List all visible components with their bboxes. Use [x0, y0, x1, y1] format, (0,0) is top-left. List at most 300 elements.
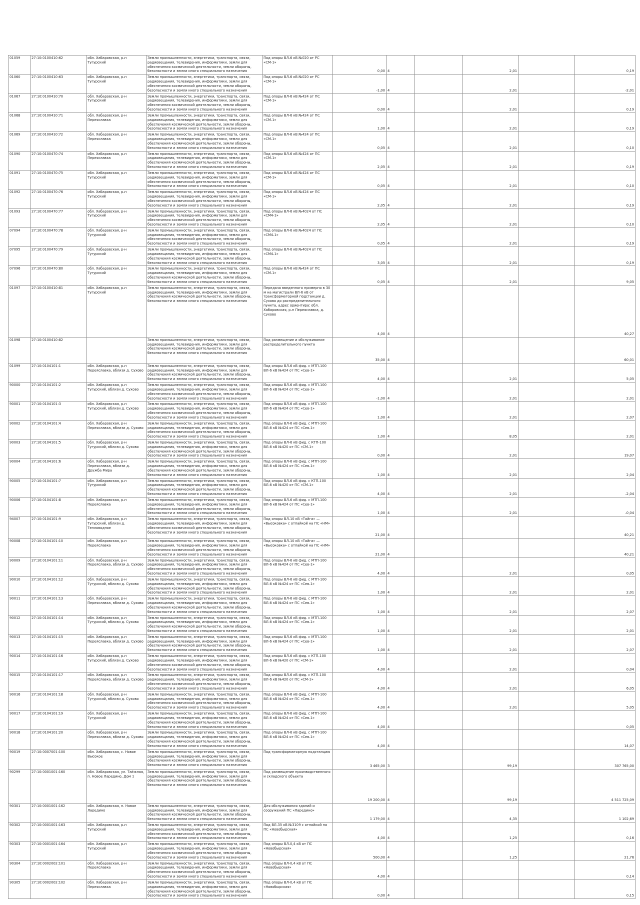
table-row: [8, 730, 635, 749]
cell-address: обл. Хабаровская, р-н Переяславка: [86, 861, 146, 880]
cell-permitted-use: Под трансформаторную подстанцию: [262, 749, 332, 769]
cell-code: 4: [386, 769, 414, 803]
cell-id: 90303: [8, 841, 30, 860]
cell-code: 4: [386, 151, 414, 170]
cell-cadastral-number: 27:10:0100410:62: [30, 55, 86, 74]
cell-value-b: 4 511 725,09: [574, 769, 635, 803]
cell-value-a: 2,01: [462, 113, 518, 132]
cell-cadastral-number: 27:10:0104101:10: [30, 538, 86, 557]
cell-land-category: Земли промышленности, энергетики, транспорта, связи, радиовещания, телевидения, информатики, земли для обеспечения космической деятельности, земли обороны, безопасности и земли иного специального назначения: [146, 803, 262, 822]
cell-address: обл. Хабаровская, р-н Тугурский, вблизи д. Сухово: [86, 615, 146, 634]
cell-code: 4: [386, 880, 414, 899]
cell-land-category: Земли промышленности, энергетики, транспорта, связи, радиовещания, телевидения, информатики, земли для обеспечения космической деятельности, земли обороны, безопасности и земли иного специального назначения: [146, 711, 262, 730]
cell-land-category: Земли промышленности, энергетики, транспорта, связи, радиовещания, телевидения, информатики, земли для обеспечения космической деятельности, земли обороны, безопасности и земли иного специального назначения: [146, 151, 262, 170]
table-row: [8, 459, 635, 478]
cell-land-category: Земли промышленности, энергетики, транспорта, связи, радиовещания, телевидения, информатики, земли для обеспечения космической деятельности, земли обороны, безопасности и земли иного специального назначения: [146, 596, 262, 615]
cell-cadastral-number: 27:10:0104101:6: [30, 459, 86, 478]
cell-cadastral-number: 27:10:0104101:5: [30, 440, 86, 459]
cell-land-category: Земли промышленности, энергетики, транспорта, связи, радиовещания, телевидения, информатики, земли для обеспечения космической деятельности, земли обороны, безопасности и земли иного специального назначения: [146, 55, 262, 74]
cell-value-a: 2,01: [462, 672, 518, 691]
cell-address: обл. Хабаровская, р-н Тугурский: [86, 711, 146, 730]
cell-empty-1: [414, 189, 462, 208]
cell-area: 1 179,00: [332, 803, 386, 822]
cell-address: обл. Хабаровская, р-н Тугурский: [86, 247, 146, 266]
cell-empty-2: [518, 151, 574, 170]
cell-land-category: Земли промышленности, энергетики, транспорта, связи, радиовещания, телевидения, информатики, земли для обеспечения космической деятельности, земли обороны, безопасности и земли иного специального назначения: [146, 653, 262, 672]
cell-permitted-use: Под опоры ВЛ-6 кВ фид. с МТП-100 ВЛ-6 кВ №424 от ПС «Сев-1»: [262, 577, 332, 596]
cell-value-b: 19,07: [574, 440, 635, 459]
cell-land-category: Земли промышленности, энергетики, транспорта, связи, радиовещания, телевидения, информатики, земли для обеспечения космической деятельности, земли обороны, безопасности и земли иного специального назначения: [146, 337, 262, 363]
cell-id: 01069: [8, 132, 30, 151]
cell-value-a: 2,01: [462, 189, 518, 208]
cell-cadastral-number: 27:10:0104101:18: [30, 692, 86, 711]
cell-empty-1: [414, 151, 462, 170]
cell-code: 4: [386, 538, 414, 557]
cell-area: 21,00: [332, 538, 386, 557]
cell-empty-2: [518, 382, 574, 401]
cell-cadastral-number: 27:10:0104101:16: [30, 653, 86, 672]
cell-address: обл. Хабаровская, р-н Тугурский: [86, 478, 146, 497]
cell-land-category: Земли промышленности, энергетики, транспорта, связи, радиовещания, телевидения, информатики, земли для обеспечения космической деятельности, земли обороны, безопасности и земли иного специального назначения: [146, 132, 262, 151]
table-row: [8, 266, 635, 285]
cell-value-b: -2,01: [574, 74, 635, 93]
cell-permitted-use: Под опоры ВЛ-6 кВ №4024 от ПС «СМ4-1»: [262, 247, 332, 266]
cell-value-b: 0,14: [574, 861, 635, 880]
cell-area: -1,00: [332, 74, 386, 93]
cell-land-category: Земли промышленности, энергетики, транспорта, связи, радиовещания, телевидения, информатики, земли для обеспечения космической деятельности, земли обороны, безопасности и земли иного специального назначения: [146, 189, 262, 208]
cell-address: обл. Хабаровская, р-н Тугурский: [86, 285, 146, 337]
cell-id: 01097: [8, 285, 30, 337]
table-row: [8, 880, 635, 899]
cell-id: 90000: [8, 382, 30, 401]
cell-id: 07095: [8, 247, 30, 266]
cell-land-category: Земли промышленности, энергетики, транспорта, связи, радиовещания, телевидения, информатики, земли для обеспечения космической деятельности, земли обороны, безопасности и земли иного специального назначения: [146, 382, 262, 401]
cell-cadastral-number: 27:10:0001001:164: [30, 841, 86, 860]
cell-address: обл. Хабаровская, р-н Переяславка, вблизи д. Дружба Мира: [86, 459, 146, 478]
cell-value-b: 0,19: [574, 151, 635, 170]
table-row: [8, 151, 635, 170]
table-row: [8, 497, 635, 516]
cell-value-b: 60,01: [574, 337, 635, 363]
cell-value-a: 2,01: [462, 478, 518, 497]
cell-code: 4: [386, 113, 414, 132]
cell-value-a: 2,01: [462, 94, 518, 113]
cell-permitted-use: Под размещение производственного и складского объекта: [262, 769, 332, 803]
cell-cadastral-number: 27:10:0104101:13: [30, 596, 86, 615]
cell-area: 0,00: [332, 440, 386, 459]
cell-permitted-use: Под опоры ВЛ-6 кВ №020 от РС «СМ-1»: [262, 55, 332, 74]
cell-land-category: Земли промышленности, энергетики, транспорта, связи, радиовещания, телевидения, информатики, земли для обеспечения космической деятельности, земли обороны, безопасности и земли иного специального назначения: [146, 94, 262, 113]
cell-area: 4,00: [332, 363, 386, 382]
cell-empty-2: [518, 558, 574, 577]
cell-empty-1: [414, 841, 462, 860]
cell-address: обл. Хабаровская, р-н Переяславка, вблизи д. Сухово: [86, 730, 146, 749]
cell-value-b: 0,10: [574, 209, 635, 228]
cell-value-a: [462, 861, 518, 880]
cell-empty-2: [518, 822, 574, 841]
cell-area: 0,05: [332, 266, 386, 285]
cell-value-b: 0,19: [574, 189, 635, 208]
cell-area: 3 465,00: [332, 749, 386, 769]
cell-address: обл. Хабаровская, п. Новое Ларедино: [86, 803, 146, 822]
cell-value-a: 2,01: [462, 440, 518, 459]
cell-value-b: 2,07: [574, 596, 635, 615]
cell-permitted-use: Под опоры ВЛ-6 кВ фид. с МТП-100 ВЛ-6 кВ №424 от ПС «Сев-1»: [262, 596, 332, 615]
cell-area: 21,00: [332, 516, 386, 538]
cell-empty-2: [518, 170, 574, 189]
cell-address: обл. Хабаровская, р-н Тугурский: [86, 74, 146, 93]
cell-value-b: 0,05: [574, 558, 635, 577]
cell-value-a: 2,01: [462, 228, 518, 247]
cell-value-a: 2,01: [462, 74, 518, 93]
cell-permitted-use: Под опоры ВЛ-6 кВ фид. с КТП-100 ВЛ-6 кВ №420 от ПС «СМ-1»: [262, 653, 332, 672]
cell-value-b: 307 765,00: [574, 749, 635, 769]
cell-area: 4,00: [332, 653, 386, 672]
cell-empty-1: [414, 861, 462, 880]
cell-value-a: 2,01: [462, 55, 518, 74]
cell-value-b: 2,01: [574, 615, 635, 634]
cell-empty-2: [518, 653, 574, 672]
cell-area: 1,00: [332, 113, 386, 132]
cell-code: 3: [386, 749, 414, 769]
cell-empty-2: [518, 113, 574, 132]
cell-address: обл. Хабаровская, р-н Тугурский: [86, 228, 146, 247]
cell-empty-2: [518, 516, 574, 538]
cell-land-category: Земли промышленности, энергетики, транспорта, связи, радиовещания, телевидения, информатики, земли для обеспечения космической деятельности, земли обороны, безопасности и земли иного специального назначения: [146, 769, 262, 803]
cell-permitted-use: Под опоры ВЛ-0,4 кВ от ПС «Новобырская»: [262, 861, 332, 880]
cell-value-a: [462, 285, 518, 337]
cell-code: 4: [386, 841, 414, 860]
cell-empty-1: [414, 672, 462, 691]
cell-land-category: Земли промышленности, энергетики, транспорта, связи, радиовещания, телевидения, информатики, земли для обеспечения космической деятельности, земли обороны, безопасности и земли иного специального назначения: [146, 841, 262, 860]
cell-area: 2,05: [332, 209, 386, 228]
cell-code: 4: [386, 459, 414, 478]
cell-area: 4,00: [332, 692, 386, 711]
cell-empty-2: [518, 94, 574, 113]
cell-value-a: 2,01: [462, 382, 518, 401]
cell-code: 4: [386, 94, 414, 113]
table-row: [8, 822, 635, 841]
cell-cadastral-number: 27:10:0100470:75: [30, 170, 86, 189]
cell-value-b: 2,01: [574, 577, 635, 596]
cell-cadastral-number: 27:10:0100470:76: [30, 189, 86, 208]
cell-land-category: Земли промышленности, энергетики, транспорта, связи, радиовещания, телевидения, информатики, земли для обеспечения космической деятельности, земли обороны, безопасности и земли иного специального назначения: [146, 459, 262, 478]
cell-code: 4: [386, 730, 414, 749]
cell-code: 4: [386, 401, 414, 420]
cell-value-b: 0,19: [574, 228, 635, 247]
cell-address: [86, 337, 146, 363]
cell-code: 4: [386, 577, 414, 596]
cell-empty-1: [414, 634, 462, 653]
table-row: [8, 769, 635, 803]
cell-id: 90009: [8, 558, 30, 577]
cell-id: 90005: [8, 478, 30, 497]
cell-id: 07096: [8, 266, 30, 285]
cell-land-category: Земли промышленности, энергетики, транспорта, связи, радиовещания, телевидения, информатики, земли для обеспечения космической деятельности, земли обороны, безопасности и земли иного специального назначения: [146, 730, 262, 749]
cell-land-category: Земли промышленности, энергетики, транспорта, связи, радиовещания, телевидения, информатики, земли для обеспечения космической деятельности, земли обороны, безопасности и земли иного специального назначения: [146, 497, 262, 516]
cell-area: -1,00: [332, 382, 386, 401]
cell-cadastral-number: 27:10:0100470:80: [30, 266, 86, 285]
cell-cadastral-number: 27:10:0100470:74: [30, 151, 86, 170]
cell-empty-2: [518, 861, 574, 880]
cell-id: 01060: [8, 74, 30, 93]
cell-land-category: Земли промышленности, энергетики, транспорта, связи, радиовещания, телевидения, информатики, земли для обеспечения космической деятельности, земли обороны, безопасности и земли иного специального назначения: [146, 209, 262, 228]
cell-area: 4,00: [332, 478, 386, 497]
cell-empty-1: [414, 459, 462, 478]
table-row: [8, 749, 635, 769]
cell-value-a: 2,01: [462, 634, 518, 653]
cell-empty-2: [518, 459, 574, 478]
cell-land-category: Земли промышленности, энергетики, транспорта, связи, радиовещания, телевидения, информатики, земли для обеспечения космической деятельности, земли обороны, безопасности и земли иного специального назначения: [146, 440, 262, 459]
cell-cadastral-number: 27:10:0104101:15: [30, 634, 86, 653]
cell-empty-1: [414, 730, 462, 749]
cell-permitted-use: Для обслуживания зданий и сооружений ПС «Ларедино»: [262, 803, 332, 822]
cell-empty-1: [414, 558, 462, 577]
cell-value-a: 8,05: [462, 421, 518, 440]
cell-area: 1,00: [332, 497, 386, 516]
cell-address: обл. Хабаровская, р-н Тугурский, вблизи д. Тепловодное: [86, 516, 146, 538]
cell-value-a: 2,01: [462, 170, 518, 189]
cell-address: обл. Хабаровская, р-н Переяславка: [86, 151, 146, 170]
cell-code: 4: [386, 337, 414, 363]
cell-id: 94007: [8, 516, 30, 538]
cell-cadastral-number: 27:10:0002002:102: [30, 880, 86, 899]
cell-area: 1,00: [332, 596, 386, 615]
table-row: [8, 189, 635, 208]
cell-permitted-use: Под опоры ВЛ-10 кВ «Тайга» — «Высоковка» с отпайкой на ПС «НМ»: [262, 516, 332, 538]
cell-id: 01068: [8, 113, 30, 132]
cell-address: обл. Хабаровская, р-н Тугурский, вблизи д. Сухово: [86, 692, 146, 711]
cell-land-category: Земли промышленности, энергетики, транспорта, связи, радиовещания, телевидения, информатики, земли для обеспечения космической деятельности, земли обороны, безопасности и земли иного специального назначения: [146, 692, 262, 711]
cell-code: 4: [386, 266, 414, 285]
table-row: [8, 615, 635, 634]
cell-permitted-use: Под опоры ВЛ-10 кВ «Тайга» — «Высоковка» с отпайкой на ПС «НМ»: [262, 538, 332, 557]
cell-code: 4: [386, 558, 414, 577]
cell-code: 4: [386, 228, 414, 247]
cell-cadastral-number: 27:10:0104101:3: [30, 401, 86, 420]
table-row: [8, 363, 635, 382]
cell-cadastral-number: 27:10:0100410:81: [30, 285, 86, 337]
cell-code: 4: [386, 634, 414, 653]
table-row: [8, 113, 635, 132]
cell-permitted-use: Под опоры ВЛ-6 кВ №424 от ПС «СМ-1»: [262, 170, 332, 189]
cell-empty-1: [414, 132, 462, 151]
cell-id: 90011: [8, 596, 30, 615]
cell-empty-1: [414, 55, 462, 74]
cell-code: 4: [386, 478, 414, 497]
cell-address: обл. Хабаровская, р-н Переяславка, вблизи д. Сухово: [86, 596, 146, 615]
cell-code: 4: [386, 170, 414, 189]
cell-land-category: Земли промышленности, энергетики, транспорта, связи, радиовещания, телевидения, информатики, земли для обеспечения космической деятельности, земли обороны, безопасности и земли иного специального назначения: [146, 247, 262, 266]
cell-address: обл. Хабаровская, р-н Тугурский: [86, 266, 146, 285]
cell-land-category: Земли промышленности, энергетики, транспорта, связи, радиовещания, телевидения, информатики, земли для обеспечения космической деятельности, земли обороны, безопасности и земли иного специального назначения: [146, 861, 262, 880]
cell-address: обл. Хабаровская, р-н Переяславка, вблизи д. Сухово: [86, 558, 146, 577]
cell-empty-1: [414, 769, 462, 803]
cell-area: 500,00: [332, 841, 386, 860]
cell-empty-1: [414, 285, 462, 337]
cell-empty-1: [414, 363, 462, 382]
table-row: [8, 382, 635, 401]
cell-empty-1: [414, 337, 462, 363]
cell-code: 4: [386, 132, 414, 151]
cell-value-b: 0,05: [574, 711, 635, 730]
cell-code: 4: [386, 189, 414, 208]
cell-permitted-use: Под опоры ВЛ-6 кВ фид. с МТП-100 ВЛ-6 кВ №424 от ПС «Сев-1»: [262, 558, 332, 577]
cell-area: 4,00: [332, 822, 386, 841]
table-row: [8, 401, 635, 420]
cell-land-category: Земли промышленности, энергетики, транспорта, связи, радиовещания, телевидения, информатики, земли для обеспечения космической деятельности, земли обороны, безопасности и земли иного специального назначения: [146, 113, 262, 132]
cell-empty-2: [518, 672, 574, 691]
cell-id: 01059: [8, 55, 30, 74]
cell-value-b: 9,05: [574, 266, 635, 285]
table-row: [8, 478, 635, 497]
cell-address: обл. Хабаровская, р-н Переяславка, вблизи д. Сухово: [86, 672, 146, 691]
cell-value-a: 99,19: [462, 769, 518, 803]
cell-value-b: 5,05: [574, 363, 635, 382]
cell-value-b: 5,05: [574, 692, 635, 711]
cell-id: 01092: [8, 189, 30, 208]
cell-empty-2: [518, 337, 574, 363]
cell-value-b: 2,01: [574, 421, 635, 440]
cell-value-b: 1 102,69: [574, 803, 635, 822]
cell-permitted-use: Под опоры ВЛ-6 кВ №424 от ПС «СМ-1»: [262, 94, 332, 113]
cell-area: 2,05: [332, 151, 386, 170]
cell-code: 4: [386, 285, 414, 337]
cell-address: обл. Хабаровская, р-н Тугурский, вблизи д. Сухово: [86, 382, 146, 401]
cell-empty-2: [518, 189, 574, 208]
cell-address: обл. Хабаровская, р-н Тугурский: [86, 55, 146, 74]
cell-empty-2: [518, 266, 574, 285]
cell-empty-1: [414, 516, 462, 538]
cell-permitted-use: Под ВЛ-35 кВ №3109 с отпайкой на ПС «Новобырская»: [262, 822, 332, 841]
cell-cadastral-number: 27:10:0104101:20: [30, 730, 86, 749]
cell-area: 4,00: [332, 672, 386, 691]
table-row: [8, 228, 635, 247]
cell-cadastral-number: 27:10:0001001:160: [30, 769, 86, 803]
cell-cadastral-number: 27:10:0104101:7: [30, 478, 86, 497]
cell-value-b: 40,27: [574, 285, 635, 337]
cell-empty-2: [518, 769, 574, 803]
cell-code: 4: [386, 861, 414, 880]
cell-empty-1: [414, 382, 462, 401]
cell-permitted-use: Под опоры ВЛ-6 кВ фид. с МТП-100 ВЛ-6 кВ №424 от ПС «Сев-1»: [262, 497, 332, 516]
cell-value-a: 2,01: [462, 615, 518, 634]
cell-land-category: Земли промышленности, энергетики, транспорта, связи, радиовещания, телевидения, информатики, земли для обеспечения космической деятельности, земли обороны, безопасности и земли иного специального назначения: [146, 170, 262, 189]
table-row: [8, 634, 635, 653]
cell-permitted-use: Под опоры ВЛ-6 кВ №424 от ПС «СМ-1»: [262, 189, 332, 208]
cell-land-category: Земли промышленности, энергетики, транспорта, связи, радиовещания, телевидения, информатики, земли для обеспечения космической деятельности, земли обороны, безопасности и земли иного специального назначения: [146, 421, 262, 440]
cell-area: 1,00: [332, 421, 386, 440]
cell-cadastral-number: 27:10:0100470:77: [30, 209, 86, 228]
table-row: [8, 692, 635, 711]
table-row: [8, 558, 635, 577]
cell-empty-2: [518, 615, 574, 634]
cell-permitted-use: Под опоры ВЛ-6 кВ фид. с МТП-100 ВЛ-6 кВ №424 от ПС «Сев-1»: [262, 382, 332, 401]
cell-empty-1: [414, 421, 462, 440]
cell-value-b: 40,21: [574, 538, 635, 557]
cell-permitted-use: Под опоры ВЛ-6 кВ фид. с МТП-100 ВЛ-6 кВ №424 от ПС «Сев-1»: [262, 401, 332, 420]
cell-address: обл. Хабаровская, ул. Таёжная, п. Новое Ларедино, Дом 1: [86, 769, 146, 803]
cell-empty-1: [414, 170, 462, 189]
cell-id: 90018: [8, 730, 30, 749]
cell-value-b: 6,05: [574, 672, 635, 691]
cell-empty-2: [518, 692, 574, 711]
table-row: [8, 55, 635, 74]
cell-empty-2: [518, 421, 574, 440]
cell-value-a: [462, 730, 518, 749]
cell-cadastral-number: 27:10:0001001:162: [30, 803, 86, 822]
cell-cadastral-number: 27:10:0104101:8: [30, 497, 86, 516]
cell-id: 90003: [8, 440, 30, 459]
table-row: [8, 74, 635, 93]
table-row: [8, 440, 635, 459]
cell-code: 4: [386, 596, 414, 615]
cell-land-category: Земли промышленности, энергетики, транспорта, связи, радиовещания, телевидения, информатики, земли для обеспечения космической деятельности, земли обороны, безопасности и земли иного специального назначения: [146, 634, 262, 653]
cell-address: обл. Хабаровская, р-н Переяславка: [86, 880, 146, 899]
cell-code: 4: [386, 615, 414, 634]
cell-empty-1: [414, 803, 462, 822]
cell-cadastral-number: 27:10:0100410:70: [30, 94, 86, 113]
cell-empty-1: [414, 266, 462, 285]
table-row: [8, 337, 635, 363]
cell-cadastral-number: 27:10:0104101:19: [30, 711, 86, 730]
cell-value-a: 2,01: [462, 151, 518, 170]
table-row: [8, 170, 635, 189]
cell-empty-1: [414, 822, 462, 841]
table-row: [8, 285, 635, 337]
cell-permitted-use: Под опоры ВЛ-6 кВ №020 от РС «СМ-1»: [262, 74, 332, 93]
cell-id: 90304: [8, 861, 30, 880]
cell-value-b: 0,10: [574, 132, 635, 151]
cell-id: 90016: [8, 692, 30, 711]
cell-land-category: Земли промышленности, энергетики, транспорта, связи, радиовещания, телевидения, информатики, земли для обеспечения космической деятельности, земли обороны, безопасности и земли иного специального назначения: [146, 285, 262, 337]
cell-area: 4,00: [332, 730, 386, 749]
cell-code: 4: [386, 440, 414, 459]
cell-address: обл. Хабаровская, р-н Переяславка, вблизи д. Сухово: [86, 421, 146, 440]
cell-empty-2: [518, 730, 574, 749]
cell-code: 4: [386, 55, 414, 74]
cell-value-a: 99,19: [462, 749, 518, 769]
cell-id: 90299: [8, 769, 30, 803]
cell-address: обл. Хабаровская, р-н Тугурский, вблизи д. Сухово: [86, 577, 146, 596]
cell-id: 01098: [8, 337, 30, 363]
cell-area: 4,00: [332, 558, 386, 577]
cell-address: обл. Хабаровская, р-н Тугурский, вблизи д. Сухово: [86, 653, 146, 672]
cell-id: 90013: [8, 634, 30, 653]
cell-land-category: Земли промышленности, энергетики, транспорта, связи, радиовещания, телевидения, информатики, земли для обеспечения космической деятельности, земли обороны, безопасности и земли иного специального назначения: [146, 880, 262, 899]
cell-id: 90008: [8, 538, 30, 557]
cell-value-a: [462, 516, 518, 538]
table-row: [8, 711, 635, 730]
cell-value-a: [462, 538, 518, 557]
table-row: [8, 421, 635, 440]
cell-permitted-use: Под опоры ВЛ-6 кВ №424 от ПС «СМ-1»: [262, 132, 332, 151]
cell-id: 90001: [8, 401, 30, 420]
cell-land-category: Земли промышленности, энергетики, транспорта, связи, радиовещания, телевидения, информатики, земли для обеспечения космической деятельности, земли обороны, безопасности и земли иного специального назначения: [146, 749, 262, 769]
cell-code: 4: [386, 692, 414, 711]
cell-code: 4: [386, 382, 414, 401]
table-row: [8, 803, 635, 822]
cell-empty-2: [518, 841, 574, 860]
cell-value-a: 2,01: [462, 692, 518, 711]
table-row: [8, 94, 635, 113]
cell-value-a: 2,01: [462, 209, 518, 228]
cell-empty-2: [518, 634, 574, 653]
cell-permitted-use: Под опоры ВЛ-6 кВ №424 от ПС «СМ-1»: [262, 151, 332, 170]
cell-value-a: 2,01: [462, 247, 518, 266]
cell-empty-1: [414, 401, 462, 420]
cell-permitted-use: Под опоры ВЛ-6 кВ фид. с МТП-100 ВЛ-6 кВ №424 от ПС «Сев-1»: [262, 634, 332, 653]
